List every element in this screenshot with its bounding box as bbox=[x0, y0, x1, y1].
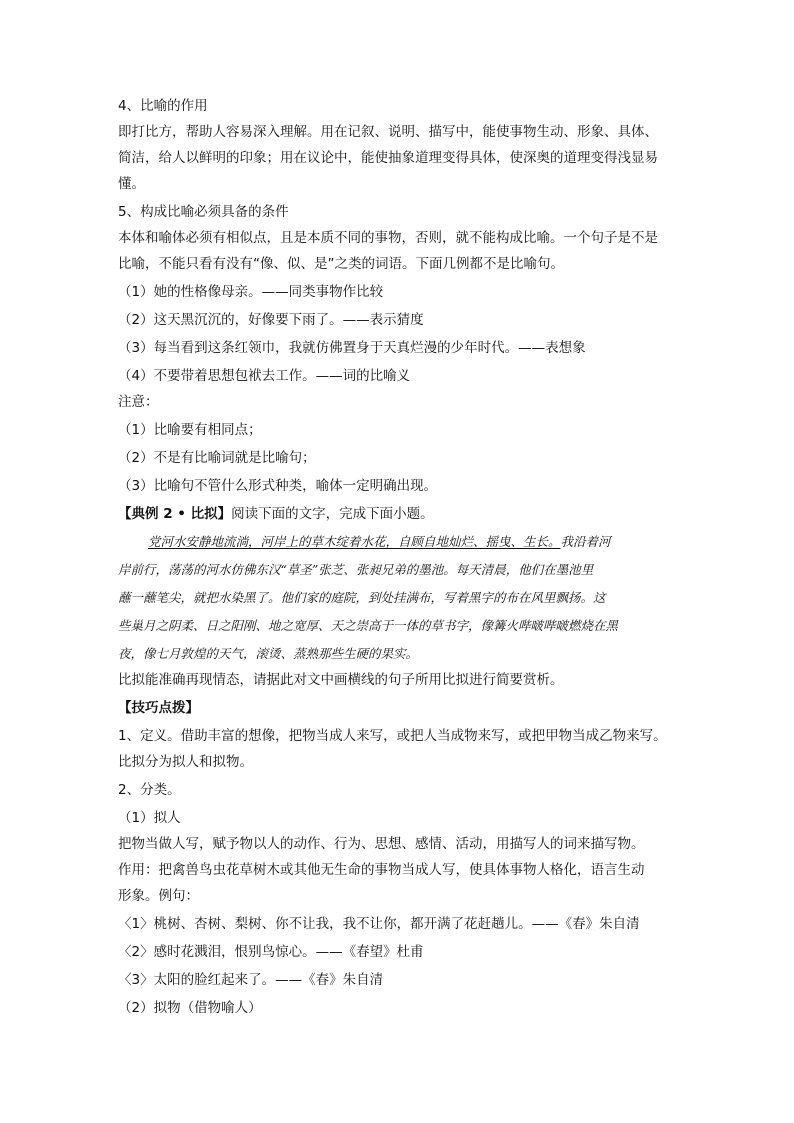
section5-heading: 5、构成比喻必须具备的条件 bbox=[118, 204, 289, 220]
example2-question: 比拟能准确再现情态，请据此对文中画横线的句子所用比拟进行简要赏析。 bbox=[118, 672, 564, 688]
tips-example-3: 〈3〉太阳的脸红起来了。——《春》朱自清 bbox=[118, 972, 384, 988]
example2-tag: 【典例 2 • 比拟】 bbox=[118, 506, 232, 522]
section5-line-2: 比喻，不能只看有没有“像、似、是”之类的词语。下面几例都不是比喻句。 bbox=[118, 256, 564, 272]
tips-example-1: 〈1〉桃树、杏树、梨树、你不让我，我不让你，都开满了花赶趟儿。——《春》朱自清 bbox=[118, 916, 640, 932]
tips-definition-line-2: 比拟分为拟人和拟物。 bbox=[118, 754, 253, 770]
passage-line-4: 些巢月之阴柔、日之阳刚、地之宽厚、天之崇高于一体的草书字，像篝火哔啵哔啵燃烧在黑 bbox=[118, 618, 619, 633]
tips-classify: 2、分类。 bbox=[118, 782, 181, 798]
tips-heading: 【技巧点拨】 bbox=[118, 700, 199, 716]
tips-definition-line-1: 1、定义。借助丰富的想像，把物当成人来写，或把人当成物来写，或把甲物当成乙物来写。 bbox=[118, 728, 667, 744]
passage-line-1 bbox=[148, 533, 611, 551]
tips-sub1-effect-line-1: 作用：把禽兽鸟虫花草树木或其他无生命的事物当成人写，使具体事物人格化，语言生动 bbox=[118, 862, 645, 878]
example2-instruction: 阅读下面的文字，完成下面小题。 bbox=[231, 506, 434, 522]
section5-example-3: （3）每当看到这条红领巾，我就仿佛置身于天真烂漫的少年时代。——表想象 bbox=[118, 340, 586, 356]
tips-sub2-heading: （2）拟物（借物喻人） bbox=[118, 1000, 262, 1016]
section4-line-1: 即打比方，帮助人容易深入理解。用在记叙、说明、描写中，能使事物生动、形象、具体、 bbox=[118, 124, 658, 140]
passage-line-2: 岸前行，荡荡的河水仿佛东汉“草圣”张芝、张昶兄弟的墨池。每天清晨，他们在墨池里 bbox=[118, 562, 594, 577]
section5-example-2: （2）这天黑沉沉的，好像要下雨了。——表示猜度 bbox=[118, 312, 424, 328]
notes-item-2: （2）不是有比喻词就是比喻句； bbox=[118, 450, 316, 466]
tips-example-2: 〈2〉感时花溅泪，恨别鸟惊心。——《春望》杜甫 bbox=[118, 944, 424, 960]
tips-sub1-heading: （1）拟人 bbox=[118, 810, 181, 826]
passage-underlined-sentence: 党河水安静地流淌，河岸上的草木绽着水花，自顾自地灿烂、摇曳、生长。 bbox=[148, 534, 561, 549]
tips-sub1-description: 把物当做人写，赋予物以人的动作、行为、思想、感情、活动，用描写人的词来描写物。 bbox=[118, 836, 645, 852]
passage-line-3: 蘸一蘸笔尖，就把水染黑了。他们家的庭院，到处挂满布，写着黑字的布在风里飘扬。这 bbox=[118, 590, 606, 605]
example2-heading bbox=[118, 505, 434, 523]
passage-line-1-rest: 我沿着河 bbox=[560, 534, 611, 549]
section5-example-1: （1）她的性格像母亲。——同类事物作比较 bbox=[118, 284, 384, 300]
section4-line-2: 简洁，给人以鲜明的印象；用在议论中，能使抽象道理变得具体，使深奥的道理变得浅显易 bbox=[118, 150, 658, 166]
passage-line-5: 夜，像七月敦煌的天气，滚烫、蒸熟那些生硬的果实。 bbox=[118, 646, 419, 661]
section5-line-1: 本体和喻体必须有相似点，且是本质不同的事物，否则，就不能构成比喻。一个句子是不是 bbox=[118, 230, 658, 246]
section4-heading: 4、比喻的作用 bbox=[118, 98, 208, 114]
section5-example-4: （4）不要带着思想包袱去工作。——词的比喻义 bbox=[118, 368, 411, 384]
tips-sub1-effect-line-2: 形象。例句： bbox=[118, 888, 199, 904]
notes-item-1: （1）比喻要有相同点； bbox=[118, 422, 262, 438]
notes-label: 注意： bbox=[118, 394, 159, 410]
section4-line-3: 懂。 bbox=[118, 176, 145, 192]
notes-item-3: （3）比喻句不管什么形式种类，喻体一定明确出现。 bbox=[118, 478, 438, 494]
